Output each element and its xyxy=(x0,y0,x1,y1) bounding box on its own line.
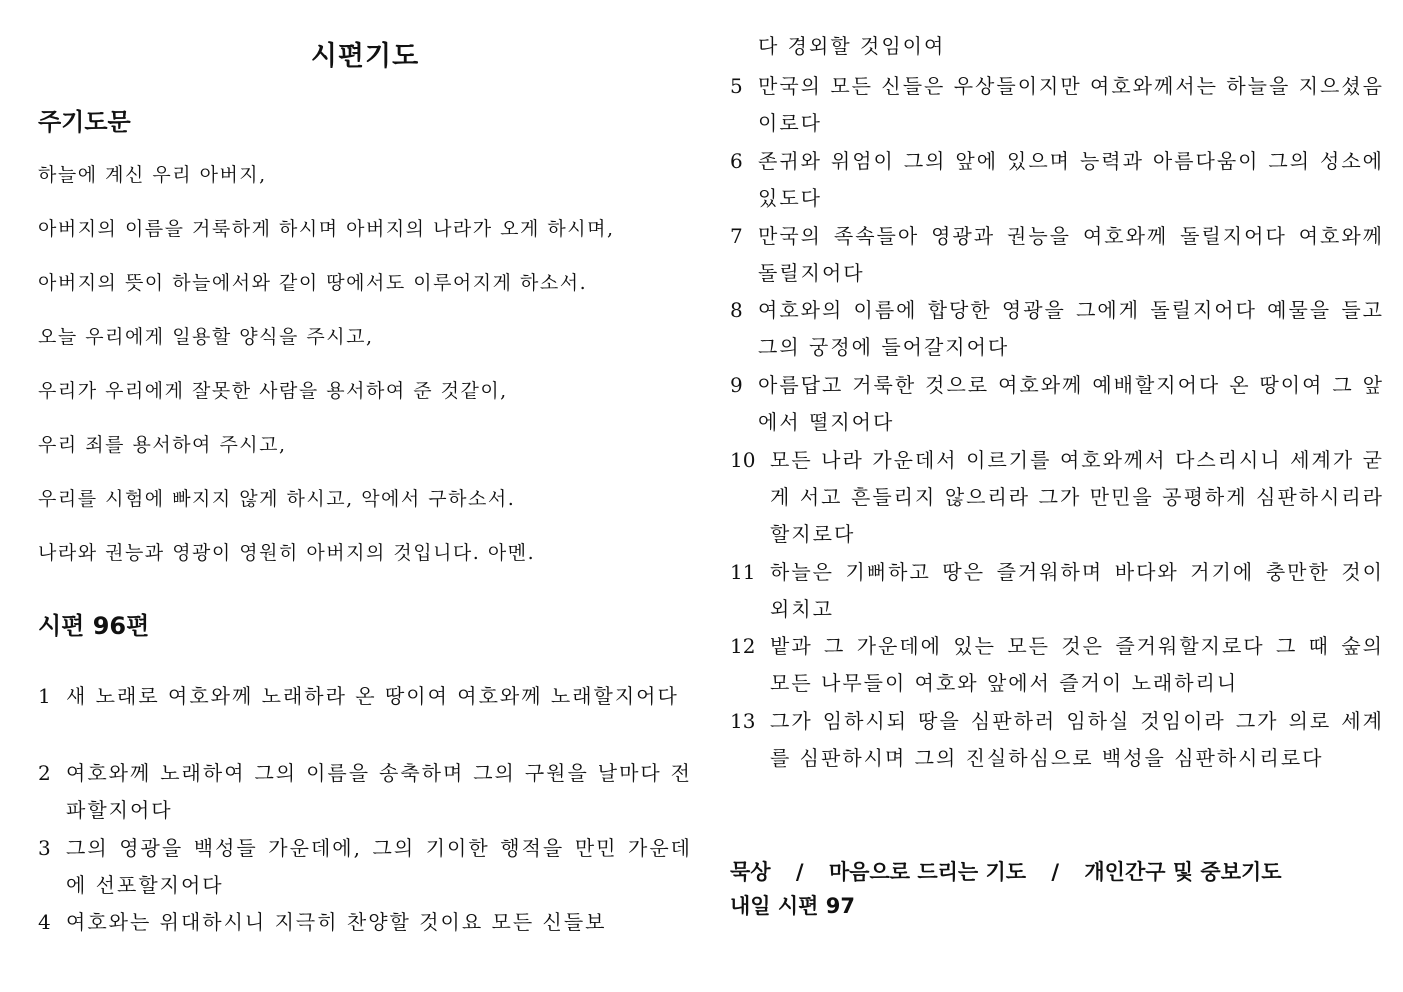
verse-text: 그의 영광을 백성들 가운데에, 그의 기이한 행적을 만민 가운데에 선포할지어다 xyxy=(66,836,692,897)
psalm-verse xyxy=(730,442,1384,553)
verse-text: 여호와의 이름에 합당한 영광을 그에게 돌릴지어다 예물을 들고 그의 궁정에 들어갈지어다 xyxy=(758,298,1384,359)
next-reading: 내일 시편 97 xyxy=(730,894,855,918)
lords-prayer-heading: 주기도문 xyxy=(38,108,131,136)
verse-text: 아름답고 거룩한 것으로 여호와께 예배할지어다 온 땅이여 그 앞에서 떨지어다 xyxy=(758,373,1384,434)
psalm-verse xyxy=(38,904,692,941)
separator: / xyxy=(795,860,804,884)
closing-steps xyxy=(730,856,1282,886)
psalm-verse xyxy=(730,367,1384,441)
prayer-line: 아버지의 뜻이 하늘에서와 같이 땅에서도 이루어지게 하소서. xyxy=(38,272,588,294)
psalm-verse xyxy=(38,830,692,904)
left-column xyxy=(38,0,692,992)
verse-number: 11 xyxy=(730,560,756,584)
verse-number: 6 xyxy=(730,149,743,173)
psalm-heading: 시편 96편 xyxy=(38,612,150,640)
psalm-verse xyxy=(38,678,692,715)
verse-text: 여호와는 위대하시니 지극히 찬양할 것이요 모든 신들보 xyxy=(66,910,607,934)
verse-number: 8 xyxy=(730,298,743,322)
verse-number: 2 xyxy=(38,761,51,785)
meditation-label: 묵상 xyxy=(730,860,771,884)
prayer-line: 우리 죄를 용서하여 주시고, xyxy=(38,434,287,456)
heart-prayer-label: 마음으로 드리는 기도 xyxy=(828,860,1027,884)
psalm-verse xyxy=(730,703,1384,777)
verse-text: 만국의 모든 신들은 우상들이지만 여호와께서는 하늘을 지으셨음이로다 xyxy=(758,74,1384,135)
psalm-verse xyxy=(730,143,1384,217)
psalm-verse xyxy=(730,554,1384,628)
verse-number: 3 xyxy=(38,836,51,860)
verse-text: 여호와께 노래하여 그의 이름을 송축하며 그의 구원을 날마다 전파할지어다 xyxy=(66,761,692,822)
prayer-line: 나라와 권능과 영광이 영원히 아버지의 것입니다. 아멘. xyxy=(38,542,536,564)
verse-text: 밭과 그 가운데에 있는 모든 것은 즐거워할지로다 그 때 숲의 모든 나무들이 여호와 앞에서 즐거이 노래하리니 xyxy=(770,634,1384,695)
verse-number: 9 xyxy=(730,373,743,397)
verse-text: 하늘은 기뻐하고 땅은 즐거워하며 바다와 거기에 충만한 것이 외치고 xyxy=(770,560,1384,621)
psalm-verse xyxy=(730,628,1384,702)
verse-text: 새 노래로 여호와께 노래하라 온 땅이여 여호와께 노래할지어다 xyxy=(66,684,679,708)
separator: / xyxy=(1051,860,1060,884)
page-title: 시편기도 xyxy=(310,41,420,72)
verse-number: 7 xyxy=(730,224,743,248)
prayer-line: 하늘에 계신 우리 아버지, xyxy=(38,164,267,186)
prayer-line: 우리를 시험에 빠지지 않게 하시고, 악에서 구하소서. xyxy=(38,488,516,510)
verse-text: 모든 나라 가운데서 이르기를 여호와께서 다스리시니 세계가 굳게 서고 흔들리지 않으리라 그가 만민을 공평하게 심판하시리라 할지로다 xyxy=(770,448,1384,546)
prayer-line: 오늘 우리에게 일용할 양식을 주시고, xyxy=(38,326,374,348)
intercession-label: 개인간구 및 중보기도 xyxy=(1084,860,1282,884)
verse-continuation: 다 경외할 것임이여 xyxy=(758,34,946,58)
verse-number: 10 xyxy=(730,448,756,472)
prayer-line: 아버지의 이름을 거룩하게 하시며 아버지의 나라가 오게 하시며, xyxy=(38,218,615,240)
psalm-verse xyxy=(730,218,1384,292)
verse-number: 12 xyxy=(730,634,756,658)
verse-number: 4 xyxy=(38,910,51,934)
verse-number: 1 xyxy=(38,684,51,708)
prayer-line: 우리가 우리에게 잘못한 사람을 용서하여 준 것같이, xyxy=(38,380,508,402)
verse-number: 5 xyxy=(730,74,743,98)
right-column xyxy=(730,0,1384,992)
verse-text: 만국의 족속들아 영광과 권능을 여호와께 돌릴지어다 여호와께 돌릴지어다 xyxy=(758,224,1384,285)
psalm-verse xyxy=(730,292,1384,366)
verse-text: 그가 임하시되 땅을 심판하러 임하실 것임이라 그가 의로 세계를 심판하시며 그의 진실하심으로 백성을 심판하시리로다 xyxy=(770,709,1384,770)
verse-text: 존귀와 위엄이 그의 앞에 있으며 능력과 아름다움이 그의 성소에 있도다 xyxy=(758,149,1384,210)
verse-number: 13 xyxy=(730,709,756,733)
psalm-verse xyxy=(730,68,1384,142)
psalm-verse xyxy=(38,755,692,829)
